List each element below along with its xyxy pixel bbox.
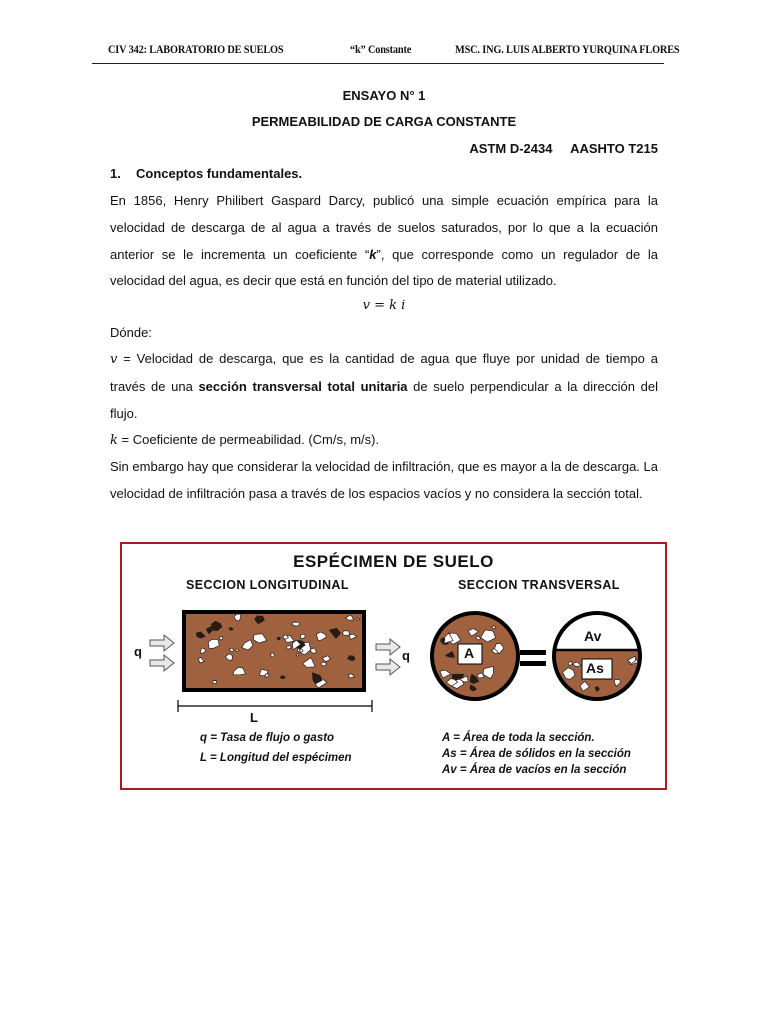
length-dimension <box>178 700 372 712</box>
paragraph-darcy-text-b: ”, que corresponde como un regulador de la velocidad del agua, es decir que está en función del tipo de material utilizado. <box>110 246 658 289</box>
soil-grain <box>280 676 285 679</box>
paragraph-darcy-text-a: En 1856, Henry Philibert Gaspard Darcy, publicó una simple ecuación empírica para la velocidad de descarga de al agua a través de suelos saturados, por lo que a la ecuación anterior se le incrementa un coeficiente “ <box>110 193 658 262</box>
label-av: Av <box>584 628 602 644</box>
label-as: As <box>586 660 604 676</box>
equation-darcy: v = k i <box>362 298 406 313</box>
note-as: As = Área de sólidos en la sección <box>442 748 631 760</box>
equals-top <box>520 650 546 655</box>
length-label: L <box>250 710 258 725</box>
soil-grain <box>343 631 350 636</box>
definition-v-text-a: = Velocidad de descarga, que es la cantidad de agua que fluye por unidad de tiempo a través de una <box>110 351 658 394</box>
equals-bottom <box>520 661 546 666</box>
definition-k <box>110 427 658 455</box>
note-l: L = Longitud del espécimen <box>200 752 352 764</box>
test-number: ENSAYO N° 1 <box>342 88 426 103</box>
cross-section-split <box>552 610 642 702</box>
symbol-v: v <box>110 352 118 367</box>
definition-v-bold: sección transversal total unitaria <box>198 378 408 394</box>
standard-astm: ASTM D-2434 <box>469 141 553 156</box>
definition-v <box>110 346 658 427</box>
soil-grain <box>568 662 573 666</box>
note-q: q = Tasa de flujo o gasto <box>200 732 335 744</box>
label-a: A <box>464 645 475 661</box>
section-title: Conceptos fundamentales. <box>136 166 303 181</box>
longitudinal-specimen <box>184 612 364 690</box>
definition-v-text-b: de suelo perpendicular a la dirección del flujo. <box>110 378 658 421</box>
header-course: CIV 342: LABORATORIO DE SUELOS <box>108 42 284 56</box>
arrow-out-top-icon <box>376 639 400 655</box>
note-av: Av = Área de vacíos en la sección <box>442 764 627 776</box>
transversal-title: SECCION TRANSVERSAL <box>458 578 620 592</box>
where-label: Dónde: <box>110 325 152 340</box>
section-number: 1. <box>110 166 121 181</box>
test-name: PERMEABILIDAD DE CARGA CONSTANTE <box>251 114 517 129</box>
arrow-in-bottom-icon <box>150 655 174 671</box>
soil-grain <box>213 681 217 684</box>
header-author: MSC. ING. LUIS ALBERTO YURQUINA FLORES <box>455 42 680 56</box>
paragraph-infiltration: Sin embargo hay que considerar la velocidad de infiltración, que es mayor a la de descarga. La velocidad de infiltración pasa a través de los espacios vacíos y no considera la sección total. <box>110 459 658 501</box>
standards <box>469 141 658 156</box>
definition-k-text: = Coeficiente de permeabilidad. (Cm/s, m/s). <box>121 432 380 447</box>
flow-label-out: q <box>402 648 410 663</box>
header-rule <box>92 63 664 64</box>
header-topic: “k” Constante <box>350 42 412 56</box>
symbol-k: k <box>110 433 118 448</box>
arrow-out-bottom-icon <box>376 659 400 675</box>
section-heading <box>110 166 302 181</box>
note-a: A = Área de toda la sección. <box>442 732 595 744</box>
figure-title: ESPÉCIMEN DE SUELO <box>293 552 494 571</box>
paragraph-darcy <box>110 188 658 295</box>
paragraph-darcy-k: k <box>369 246 377 262</box>
flow-label-in: q <box>134 644 142 659</box>
soil-specimen-figure <box>120 542 667 790</box>
soil-grain <box>277 637 280 640</box>
soil-grain <box>301 634 306 639</box>
longitudinal-title: SECCION LONGITUDINAL <box>186 578 349 592</box>
arrow-in-top-icon <box>150 635 174 651</box>
standard-aashto: AASHTO T215 <box>570 141 658 156</box>
